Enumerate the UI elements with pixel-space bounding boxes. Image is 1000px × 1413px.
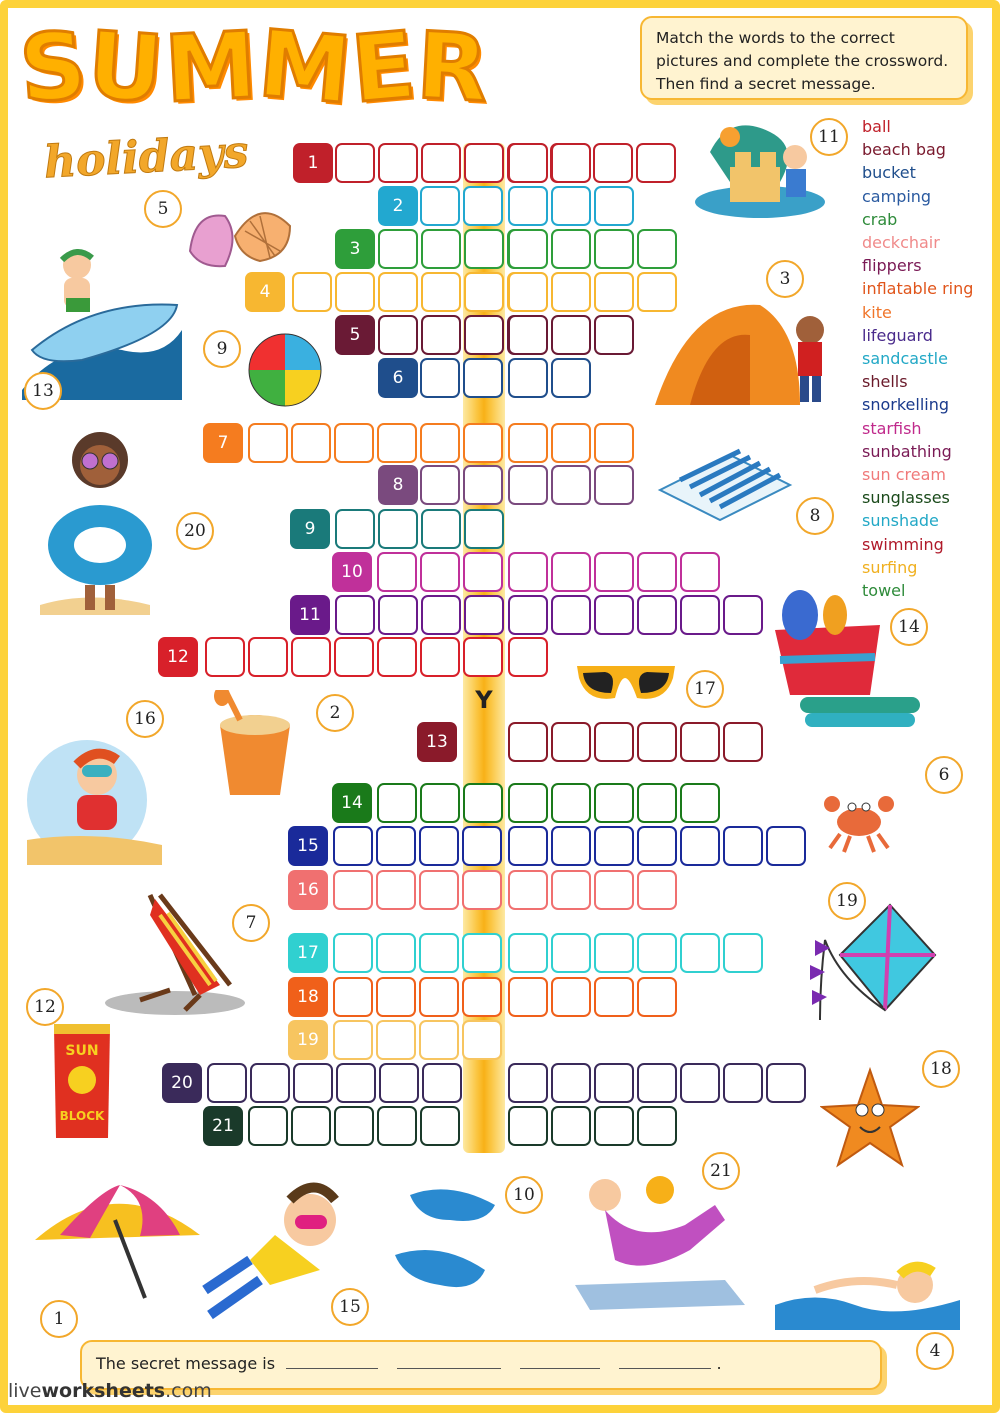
letter-cell[interactable] <box>292 272 332 312</box>
picture-number-badge: 19 <box>828 882 866 920</box>
letter-cell[interactable] <box>378 315 418 355</box>
letter-cell[interactable] <box>680 783 720 823</box>
picture-number-badge: 18 <box>922 1050 960 1088</box>
letter-cell[interactable] <box>335 272 375 312</box>
letter-cell[interactable] <box>551 1106 591 1146</box>
letter-cell[interactable] <box>637 870 677 910</box>
clue-number: 2 <box>378 186 418 226</box>
brand-logo <box>8 1380 212 1402</box>
clue-number: 8 <box>378 465 418 505</box>
letter-cell[interactable] <box>420 637 460 677</box>
deckchair-picture <box>100 885 250 1020</box>
picture-number-badge: 20 <box>176 512 214 550</box>
letter-cell[interactable] <box>462 977 502 1017</box>
brand-bold: worksheets <box>41 1380 166 1402</box>
letter-cell[interactable] <box>420 1106 460 1146</box>
letter-cell[interactable] <box>420 783 460 823</box>
picture-number-badge: 17 <box>686 670 724 708</box>
clue-number: 14 <box>332 783 372 823</box>
letter-cell[interactable] <box>508 1063 548 1103</box>
picture-number-badge: 3 <box>766 260 804 298</box>
letter-cell[interactable] <box>594 595 634 635</box>
title-holidays: holidays <box>42 126 250 189</box>
letter-cell[interactable] <box>419 977 459 1017</box>
clue-number: 7 <box>203 423 243 463</box>
letter-cell[interactable] <box>680 722 720 762</box>
letter-cell[interactable] <box>551 826 591 866</box>
letter-cell[interactable] <box>637 595 677 635</box>
letter-cell[interactable] <box>464 595 504 635</box>
letter-cell[interactable] <box>336 1063 376 1103</box>
letter-cell[interactable] <box>551 933 591 973</box>
letter-cell[interactable] <box>508 186 548 226</box>
letter-cell[interactable] <box>551 465 591 505</box>
letter-cell[interactable] <box>464 509 504 549</box>
word-list-item: crab <box>862 209 898 229</box>
svg-text:BLOCK: BLOCK <box>59 1109 105 1123</box>
letter-cell[interactable] <box>378 509 418 549</box>
word-list-item: flippers <box>862 256 922 276</box>
letter-cell[interactable] <box>594 933 634 973</box>
sunglasses-picture <box>575 648 680 708</box>
letter-cell[interactable] <box>593 143 633 183</box>
letter-cell[interactable] <box>723 1063 763 1103</box>
word-list-item: swimming <box>862 534 944 554</box>
picture-number-badge: 2 <box>316 694 354 732</box>
letter-cell[interactable] <box>508 637 548 677</box>
clue-number: 1 <box>293 143 333 183</box>
instructions-line: Match the words to the correct <box>656 29 895 47</box>
picture-number-badge: 4 <box>916 1332 954 1370</box>
letter-cell[interactable] <box>333 933 373 973</box>
letter-cell[interactable] <box>462 1020 502 1060</box>
letter-cell[interactable] <box>508 143 548 183</box>
clue-number: 4 <box>245 272 285 312</box>
letter-cell[interactable] <box>594 783 634 823</box>
clue-number: 21 <box>203 1106 243 1146</box>
ball-picture <box>245 330 327 410</box>
title-letter: M <box>254 10 357 125</box>
clue-number: 10 <box>332 552 372 592</box>
towel-picture <box>655 445 795 525</box>
word-list-item: camping <box>862 186 932 206</box>
word-list-item: sandcastle <box>862 349 948 369</box>
letter-cell[interactable] <box>463 783 503 823</box>
letter-cell[interactable] <box>551 423 591 463</box>
kite-picture <box>800 900 940 1030</box>
letter-cell[interactable] <box>335 595 375 635</box>
letter-cell[interactable] <box>334 637 374 677</box>
letter-cell[interactable] <box>248 1106 288 1146</box>
letter-cell[interactable] <box>594 465 634 505</box>
letter-cell[interactable] <box>637 229 677 269</box>
letter-cell[interactable] <box>637 783 677 823</box>
letter-cell[interactable] <box>636 143 676 183</box>
letter-cell[interactable] <box>508 315 548 355</box>
letter-cell[interactable] <box>594 315 634 355</box>
secret-blank[interactable] <box>619 1355 711 1369</box>
starfish-picture <box>820 1065 920 1175</box>
title-letter: U <box>84 11 169 124</box>
letter-cell[interactable] <box>420 552 460 592</box>
picture-number-badge: 15 <box>331 1288 369 1326</box>
letter-cell[interactable] <box>508 552 548 592</box>
letter-cell[interactable] <box>463 637 503 677</box>
letter-cell[interactable] <box>291 423 331 463</box>
letter-cell[interactable] <box>508 826 548 866</box>
letter-cell[interactable] <box>420 423 460 463</box>
letter-cell[interactable] <box>766 1063 806 1103</box>
picture-number-badge: 8 <box>796 497 834 535</box>
letter-cell[interactable] <box>551 977 591 1017</box>
word-list-item: inflatable ring <box>862 279 974 299</box>
letter-cell[interactable] <box>680 595 720 635</box>
letter-cell[interactable] <box>551 870 591 910</box>
letter-cell[interactable] <box>637 826 677 866</box>
beach-bag-picture <box>770 585 930 730</box>
word-list-item: deckchair <box>862 233 940 253</box>
clue-number: 5 <box>335 315 375 355</box>
brand-tail: .com <box>165 1380 212 1402</box>
bucket-picture <box>210 690 300 810</box>
word-list-item: surfing <box>862 557 918 577</box>
secret-blank[interactable] <box>286 1355 378 1369</box>
letter-cell[interactable] <box>551 722 591 762</box>
letter-cell[interactable] <box>508 870 548 910</box>
letter-cell[interactable] <box>334 1106 374 1146</box>
clue-number: 17 <box>288 933 328 973</box>
letter-cell[interactable] <box>378 229 418 269</box>
letter-cell[interactable] <box>594 977 634 1017</box>
letter-cell[interactable] <box>421 272 461 312</box>
letter-cell[interactable] <box>420 358 460 398</box>
title-letter: M <box>162 11 262 124</box>
letter-cell[interactable] <box>419 826 459 866</box>
letter-cell[interactable] <box>333 977 373 1017</box>
picture-number-badge: 14 <box>890 608 928 646</box>
letter-cell[interactable] <box>594 423 634 463</box>
instructions-line: pictures and complete the crossword. <box>656 52 949 70</box>
letter-cell[interactable] <box>377 552 417 592</box>
sunshade-picture <box>30 1180 205 1300</box>
letter-cell[interactable] <box>248 423 288 463</box>
clue-number: 9 <box>290 509 330 549</box>
secret-message-end: . <box>716 1354 722 1373</box>
letter-cell[interactable] <box>464 315 504 355</box>
clue-number: 18 <box>288 977 328 1017</box>
word-list-item: kite <box>862 302 892 322</box>
letter-cell[interactable] <box>420 465 460 505</box>
letter-cell[interactable] <box>463 552 503 592</box>
letter-cell[interactable] <box>680 933 720 973</box>
letter-cell[interactable] <box>680 1063 720 1103</box>
letter-cell[interactable] <box>334 423 374 463</box>
letter-cell[interactable] <box>551 272 591 312</box>
letter-cell[interactable] <box>464 272 504 312</box>
clue-number: 16 <box>288 870 328 910</box>
letter-cell[interactable] <box>377 423 417 463</box>
letter-cell[interactable] <box>376 977 416 1017</box>
letter-cell[interactable] <box>293 1063 333 1103</box>
picture-number-badge: 7 <box>232 904 270 942</box>
camping-picture <box>650 290 830 410</box>
letter-cell[interactable] <box>594 826 634 866</box>
letter-cell[interactable] <box>333 870 373 910</box>
snorkelling-picture <box>22 735 172 865</box>
letter-cell[interactable] <box>551 595 591 635</box>
clue-number: 13 <box>417 722 457 762</box>
secret-message-label: The secret message is <box>96 1354 276 1373</box>
picture-number-badge: 5 <box>144 190 182 228</box>
letter-cell[interactable] <box>594 186 634 226</box>
word-list-item: lifeguard <box>862 325 933 345</box>
inflatable-ring-picture <box>40 425 160 615</box>
letter-cell[interactable] <box>594 1106 634 1146</box>
letter-cell[interactable] <box>637 977 677 1017</box>
letter-cell[interactable] <box>420 186 460 226</box>
letter-cell[interactable] <box>464 229 504 269</box>
letter-cell[interactable] <box>205 637 245 677</box>
letter-cell[interactable] <box>508 595 548 635</box>
letter-cell[interactable] <box>723 826 763 866</box>
brand-light: live <box>8 1380 42 1402</box>
word-list-item: sunshade <box>862 511 939 531</box>
letter-cell[interactable] <box>551 1063 591 1103</box>
letter-cell[interactable] <box>376 933 416 973</box>
letter-cell[interactable] <box>421 229 461 269</box>
word-list-item: shells <box>862 372 908 392</box>
letter-cell[interactable] <box>551 315 591 355</box>
letter-cell[interactable] <box>637 1106 677 1146</box>
picture-number-badge: 12 <box>26 988 64 1026</box>
picture-number-badge: 16 <box>126 700 164 738</box>
crab-picture <box>822 782 897 857</box>
letter-cell[interactable] <box>594 870 634 910</box>
letter-cell[interactable] <box>248 637 288 677</box>
letter-cell[interactable] <box>637 722 677 762</box>
letter-cell[interactable] <box>422 1063 462 1103</box>
letter-cell[interactable] <box>376 870 416 910</box>
clue-number: 11 <box>290 595 330 635</box>
picture-number-badge: 10 <box>505 1176 543 1214</box>
letter-cell[interactable] <box>508 722 548 762</box>
crossword-row <box>0 143 1000 183</box>
letter-cell[interactable] <box>463 358 503 398</box>
letter-cell[interactable] <box>464 143 504 183</box>
letter-cell[interactable] <box>333 826 373 866</box>
letter-cell[interactable] <box>551 783 591 823</box>
letter-cell[interactable] <box>379 1063 419 1103</box>
clue-number: 3 <box>335 229 375 269</box>
letter-cell[interactable] <box>463 423 503 463</box>
letter-cell[interactable] <box>377 1106 417 1146</box>
letter-cell[interactable] <box>680 826 720 866</box>
letter-cell[interactable] <box>421 315 461 355</box>
letter-cell[interactable] <box>551 143 591 183</box>
letter-cell[interactable] <box>421 509 461 549</box>
sun-cream-picture <box>48 1020 118 1145</box>
clue-number: 15 <box>288 826 328 866</box>
letter-cell[interactable] <box>594 552 634 592</box>
word-list-item: towel <box>862 581 906 601</box>
clue-number: 20 <box>162 1063 202 1103</box>
letter-cell[interactable] <box>419 870 459 910</box>
picture-number-badge: 6 <box>925 756 963 794</box>
picture-number-badge: 9 <box>203 330 241 368</box>
letter-cell[interactable] <box>335 143 375 183</box>
word-list-item: starfish <box>862 418 922 438</box>
clue-number: 19 <box>288 1020 328 1060</box>
letter-cell[interactable] <box>421 595 461 635</box>
letter-cell[interactable] <box>508 783 548 823</box>
letter-cell[interactable] <box>723 933 763 973</box>
title-letter: E <box>347 11 422 124</box>
letter-cell[interactable] <box>377 637 417 677</box>
letter-cell[interactable] <box>637 1063 677 1103</box>
letter-cell[interactable] <box>637 933 677 973</box>
letter-cell[interactable] <box>333 1020 373 1060</box>
letter-cell[interactable] <box>419 1020 459 1060</box>
letter-cell[interactable] <box>419 933 459 973</box>
letter-cell[interactable] <box>376 1020 416 1060</box>
word-list-item: snorkelling <box>862 395 950 415</box>
picture-number-badge: 1 <box>40 1300 78 1338</box>
letter-cell[interactable] <box>335 509 375 549</box>
letter-cell[interactable] <box>376 826 416 866</box>
word-list-item: beach bag <box>862 140 946 160</box>
secret-blank[interactable] <box>397 1355 501 1369</box>
letter-cell[interactable] <box>421 143 461 183</box>
letter-cell[interactable] <box>594 722 634 762</box>
picture-number-badge: 11 <box>810 118 848 156</box>
letter-cell[interactable] <box>508 977 548 1017</box>
title-letter: S <box>16 11 92 124</box>
letter-cell[interactable] <box>378 595 418 635</box>
letter-cell[interactable] <box>551 186 591 226</box>
word-list-item: sunglasses <box>862 488 950 508</box>
letter-cell[interactable] <box>594 229 634 269</box>
clue-number: 12 <box>158 637 198 677</box>
title-letter: R <box>414 12 493 123</box>
letter-cell[interactable] <box>594 1063 634 1103</box>
letter-cell[interactable] <box>377 783 417 823</box>
letter-cell[interactable] <box>508 229 548 269</box>
letter-cell[interactable] <box>291 637 331 677</box>
letter-cell[interactable] <box>462 933 502 973</box>
letter-cell[interactable] <box>766 826 806 866</box>
word-list-item: sun cream <box>862 465 946 485</box>
instructions-line: Then find a secret message. <box>656 75 876 93</box>
letter-cell[interactable] <box>723 722 763 762</box>
svg-text:SUN: SUN <box>65 1043 99 1059</box>
letter-cell[interactable] <box>508 358 548 398</box>
word-list-item: sunbathing <box>862 441 952 461</box>
letter-cell[interactable] <box>637 552 677 592</box>
letter-cell[interactable] <box>462 826 502 866</box>
letter-cell[interactable] <box>463 186 503 226</box>
picture-number-badge: 13 <box>24 372 62 410</box>
word-list-item: bucket <box>862 163 916 183</box>
solved-letter: Y <box>475 686 493 714</box>
letter-cell[interactable] <box>551 358 591 398</box>
letter-cell[interactable] <box>508 1106 548 1146</box>
letter-cell[interactable] <box>594 272 634 312</box>
letter-cell[interactable] <box>378 272 418 312</box>
word-list-item: ball <box>862 117 891 136</box>
clue-number: 6 <box>378 358 418 398</box>
letter-cell[interactable] <box>291 1106 331 1146</box>
letter-cell[interactable] <box>508 272 548 312</box>
letter-cell[interactable] <box>551 552 591 592</box>
letter-cell[interactable] <box>723 595 763 635</box>
letter-cell[interactable] <box>462 870 502 910</box>
swimming-picture <box>775 1250 960 1330</box>
letter-cell[interactable] <box>508 465 548 505</box>
sandcastle-picture <box>690 112 830 222</box>
letter-cell[interactable] <box>378 143 418 183</box>
flippers-picture <box>390 1175 505 1300</box>
shells-picture <box>180 196 300 276</box>
letter-cell[interactable] <box>463 465 503 505</box>
letter-cell[interactable] <box>680 552 720 592</box>
letter-cell[interactable] <box>508 423 548 463</box>
picture-number-badge: 21 <box>702 1152 740 1190</box>
letter-cell[interactable] <box>551 229 591 269</box>
letter-cell[interactable] <box>207 1063 247 1103</box>
letter-cell[interactable] <box>250 1063 290 1103</box>
secret-blank[interactable] <box>520 1355 600 1369</box>
letter-cell[interactable] <box>508 933 548 973</box>
